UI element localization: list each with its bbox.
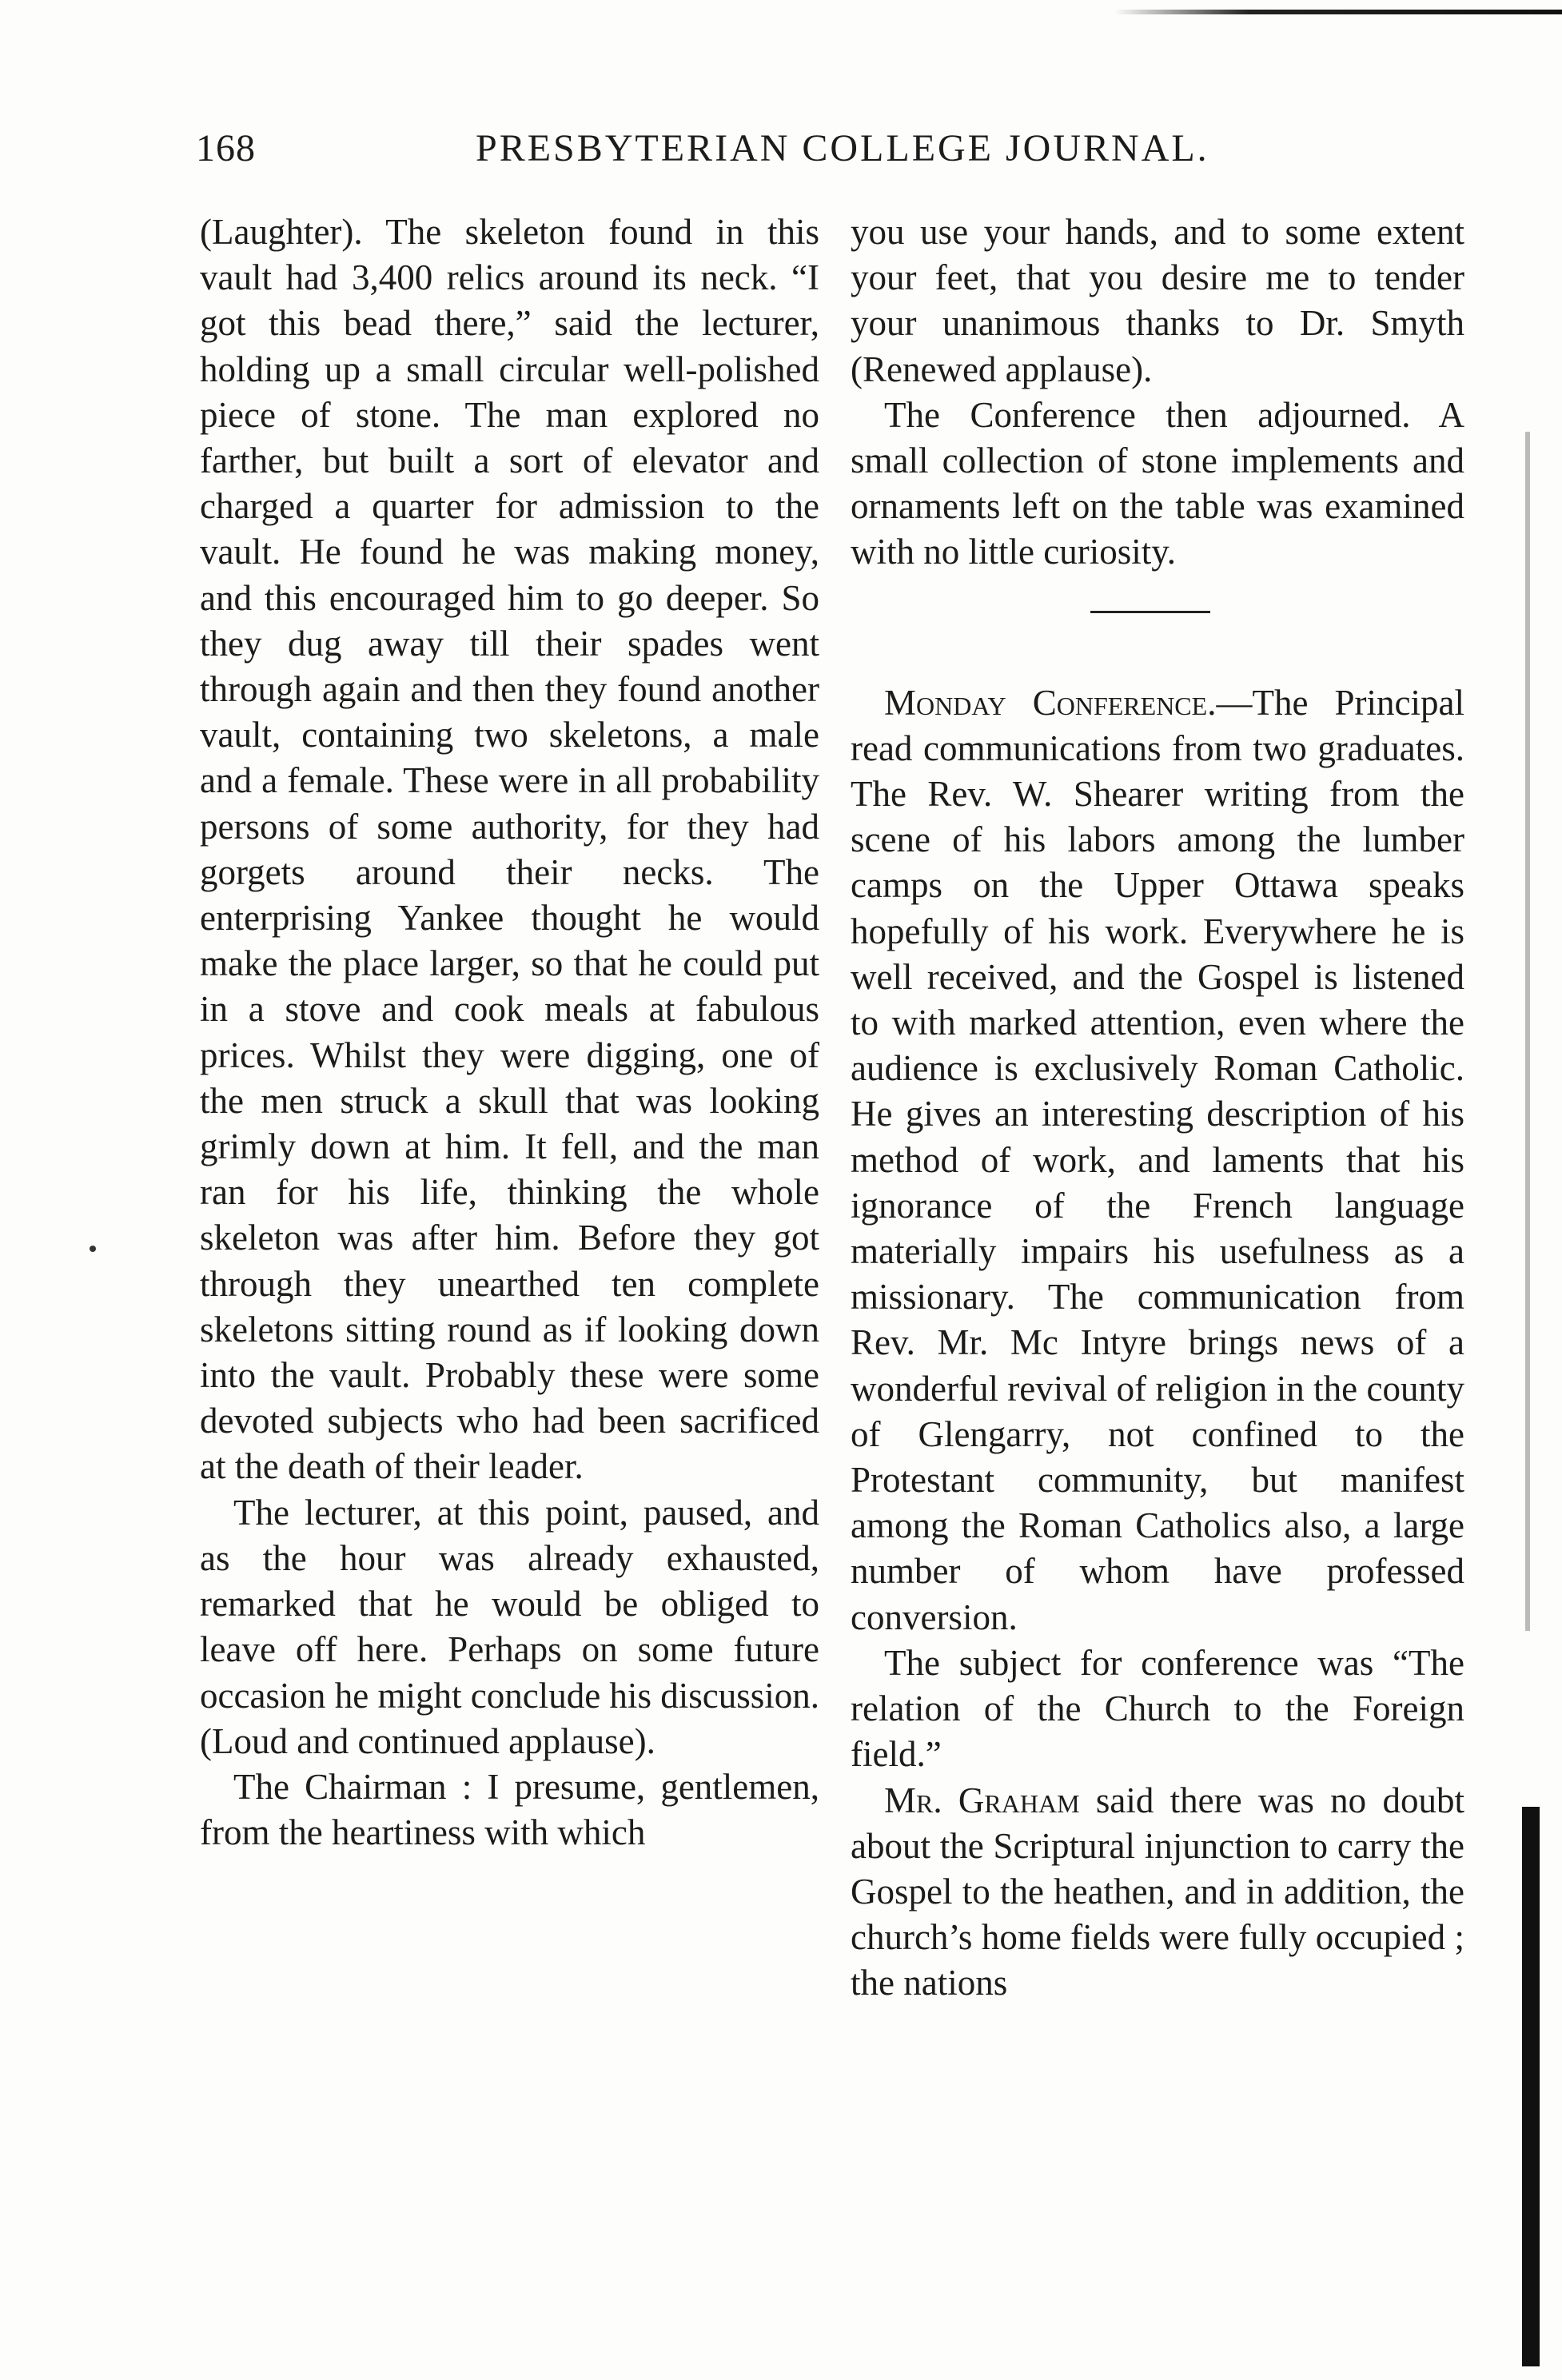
paragraph-mr-graham [851,1778,1464,2007]
paragraph-chairman: The Chairman : I presume, gentlemen, from the heartiness with which [200,1766,819,1853]
speaker-name: Mr. Graham [884,1780,1080,1820]
scan-artifact-right-edge [1525,432,1530,1631]
paragraph-adjourned: The Conference then adjourned. A small collection of stone implements and ornaments left on the table was examined with no little curiosity. [851,394,1464,572]
paragraph-lecture-continued: (Laughter). The skeleton found in this vault had 3,400 relics around its neck. “I got this bead there,” said the lecturer, holding up a small circular well-polished piece of stone. The man explored no farther, but built a sort of elevator and charged a quarter for admission to the vault. He found he was making money, and this encouraged him to go deeper. So they dug away till their spades went through again and then they found another vault, containing two skeletons, a male and a female. These were in all probability persons of some authority, for they had gorgets around their necks. The enterprising Yankee thought he would make the place larger, so that he could put in a stove and cook meals at fabulous prices. Whilst they were digging, one of the men struck a skull that was looking grimly down at him. It fell, and the man ran for his life, thinking the whole skeleton was after him. Before they got through they unearthed ten complete skeletons sitting round as if looking down into the vault. Probably these were some devoted subjects who had been sacrificed at the death of their leader. [200,212,819,1487]
running-title: PRESBYTERIAN COLLEGE JOURNAL. [476,127,1209,169]
section-divider [1090,611,1210,613]
scan-artifact-top-line [1114,10,1562,14]
monday-conference-body: —The Principal read communications from two graduates. The Rev. W. Shearer writing from the scene of his labors among the lumber camps on the Upper Ottawa speaks hopefully of his work. Everywhere he is well received, and the Gospel is listened to with marked attention, even where the audience is exclusively Roman Catholic. He gives an interesting description of his method of work, and laments that his ignorance of the French language materially impairs his usefulness as a missionary. The communication from Rev. Mr. Mc Intyre brings news of a wonderful revival of religion in the county of Glengarry, not confined to the Protestant community, but manifest among the Roman Catholics also, a large number of whom have professed conversion. [851,682,1464,1637]
page-header [196,126,1475,182]
paragraph-thanks: you use your hands, and to some extent your feet, that you desire me to tender your unanimous thanks to Dr. Smyth (Renewed applause). [851,212,1464,389]
page-number: 168 [196,127,256,169]
left-column [200,209,819,1856]
mr-graham-body: said there was no doubt about the Scriptural injunction to carry the Gospel to the heathen, and in addition, the church’s home fields were fully occupied ; the nations [851,1780,1464,2003]
scan-artifact-right-shadow [1522,1807,1540,2366]
paragraph-lecturer-paused: The lecturer, at this point, paused, and as the hour was already exhausted, remarked that he would be obliged to leave off here. Perhaps on some future occasion he might conclude his discussion. (Loud and continued applause). [200,1492,819,1761]
paragraph-subject: The subject for conference was “The relation of the Church to the Foreign field.” [851,1642,1464,1775]
scan-artifact-dot [90,1246,96,1252]
paragraph-monday-conference [851,680,1464,1640]
right-column [851,209,1464,2007]
section-heading-monday-conference: Monday Conference. [884,682,1217,723]
